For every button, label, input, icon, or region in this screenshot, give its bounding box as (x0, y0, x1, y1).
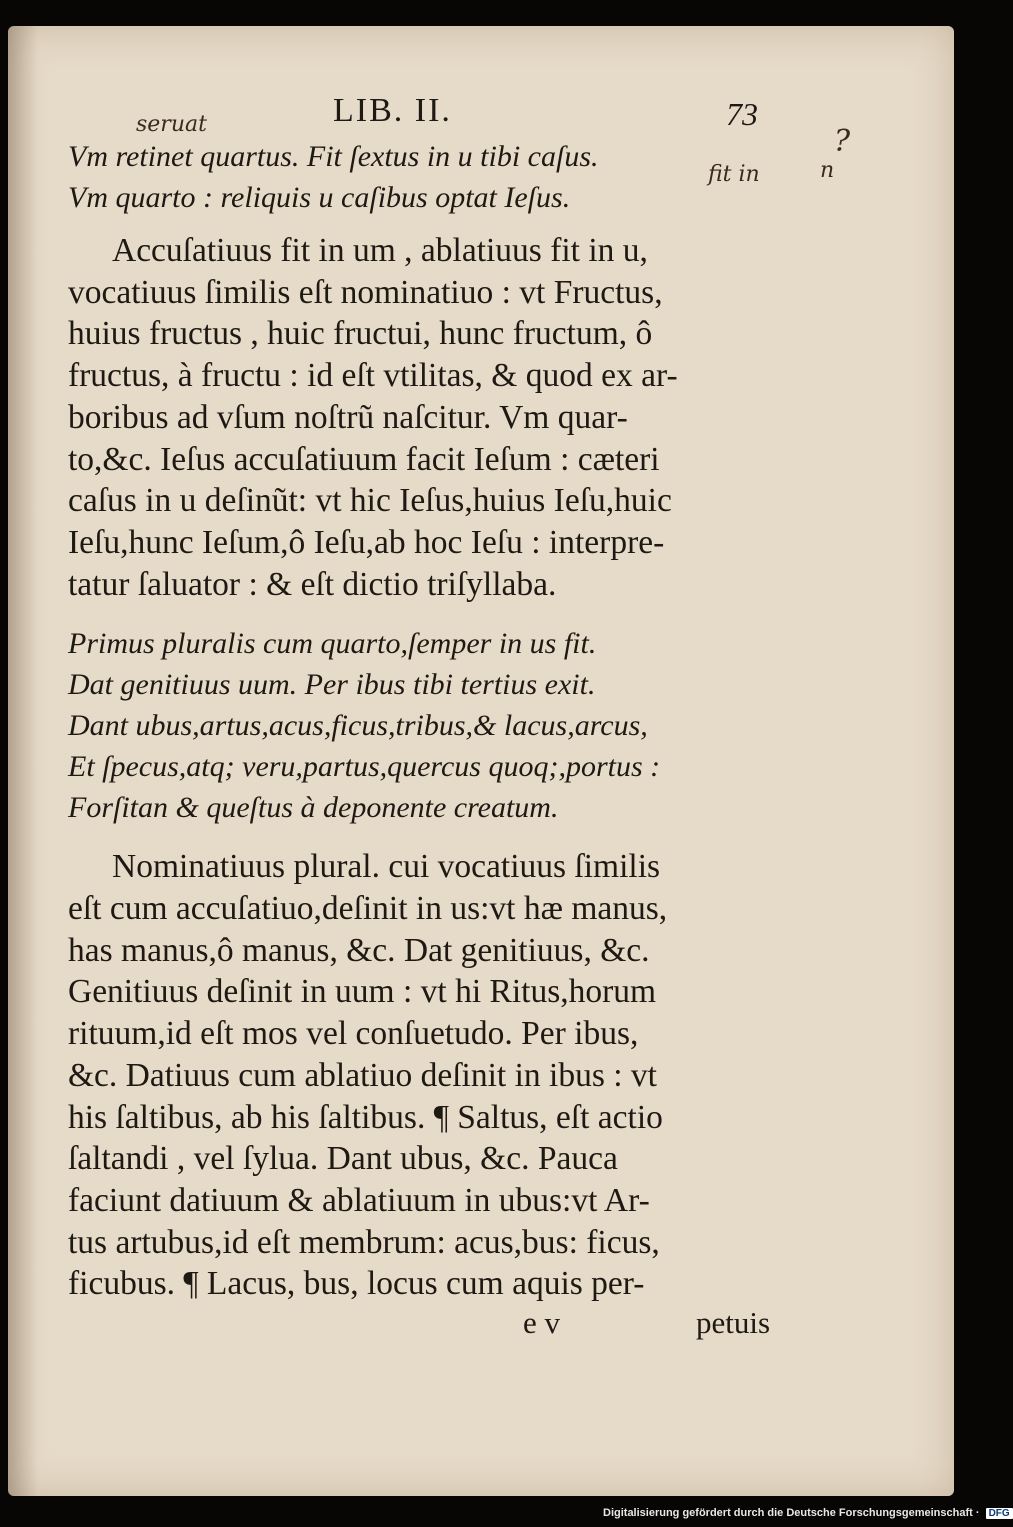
commentary-block-1 (68, 230, 798, 605)
book-page (8, 26, 954, 1496)
prose-line: Nominatiuus plural. cui vocatiuus ſimilis (112, 848, 661, 886)
catch-line (68, 1305, 798, 1347)
prose-line: his ſaltibus, ab his ſaltibus. ¶ Saltus, eſt actio (68, 1098, 663, 1136)
prose-line: eſt cum accuſatiuo,deſinit in us:vt hæ manus, (68, 890, 668, 928)
prose-line: &c. Datiuus cum ablatiuo deſinit in ibus : vt (68, 1056, 657, 1094)
prose-line: has manus,ô manus, &c. Dat genitiuus, &c. (68, 931, 650, 969)
marginal-note-n: n (820, 158, 835, 183)
prose-line: vocatiuus ſimilis eſt nominatiuo : vt Fructus, (68, 273, 663, 311)
verse-line: Vm retinet quartus. Fit ſextus in u tibi caſus. (68, 140, 599, 173)
signature-mark: e v (523, 1305, 561, 1341)
verse-block-2 (68, 623, 798, 828)
verse-line: Dat genitiuus uum. Per ibus tibi tertius exit. (68, 668, 596, 702)
page-number: 73 (726, 96, 758, 132)
prose-line: faciunt datiuum & ablatiuum in ubus:vt Ar- (68, 1181, 650, 1219)
prose-line: to,&c. Ieſus accuſatiuum facit Ieſum : cæteri (68, 440, 660, 478)
prose-line: Ieſu,hunc Ieſum,ô Ieſu,ab hoc Ieſu : interpre- (68, 523, 665, 561)
running-head: LIB. II. (333, 92, 452, 129)
prose-line: boribus ad vſum noſtrũ naſcitur. Vm quar- (68, 398, 628, 436)
prose-line: tus artubus,id eſt membrum: acus,bus: ficus, (68, 1223, 660, 1261)
dfg-logo: DFG (986, 1508, 1013, 1519)
verse-line: Primus pluralis cum quarto,ſemper in us fit. (68, 627, 597, 661)
verse-line: Dant ubus,artus,acus,ficus,tribus,& lacus,arcus, (68, 709, 648, 743)
verse-line: Forſitan & queſtus à deponente creatum. (68, 791, 559, 825)
prose-line: rituum,id eſt mos vel conſuetudo. Per ibus, (68, 1015, 639, 1053)
marginal-note-question: ? (834, 124, 851, 159)
verse-line: Vm quarto : reliquis u caſibus optat Ieſus. (68, 181, 571, 214)
prose-line: ſaltandi , vel ſylua. Dant ubus, &c. Pauca (68, 1140, 618, 1178)
gutter-shadow (8, 26, 38, 1496)
prose-line: Genitiuus deſinit in uum : vt hi Ritus,horum (68, 973, 657, 1011)
prose-line: fructus, à fructu : id eſt vtilitas, & quod ex ar- (68, 357, 678, 395)
catchword: petuis (696, 1305, 771, 1341)
page-header (68, 92, 798, 136)
verse-block-1 (68, 136, 798, 218)
text-block (68, 92, 798, 1347)
prose-line: ficubus. ¶ Lacus, bus, locus cum aquis per- (68, 1265, 645, 1303)
prose-line: Accuſatiuus fit in um , ablatiuus fit in u, (112, 232, 648, 269)
prose-line: tatur ſaluator : & eſt dictio triſyllaba. (68, 565, 557, 603)
commentary-block-2 (68, 846, 798, 1305)
marginal-note-seruat: seruat (136, 112, 207, 137)
prose-line: huius fructus , huic fructui, hunc fructum, ô (68, 315, 653, 353)
verse-line: Et ſpecus,atq; veru,partus,quercus quoq;,portus : (68, 750, 661, 784)
marginal-note-fit-in: fit in (708, 162, 760, 187)
digitization-credit (603, 1507, 1013, 1519)
credit-text: Digitalisierung gefördert durch die Deutsche Forschungsgemeinschaft · (603, 1507, 980, 1519)
prose-line: caſus in u deſinũt: vt hic Ieſus,huius Ieſu,huic (68, 482, 672, 520)
